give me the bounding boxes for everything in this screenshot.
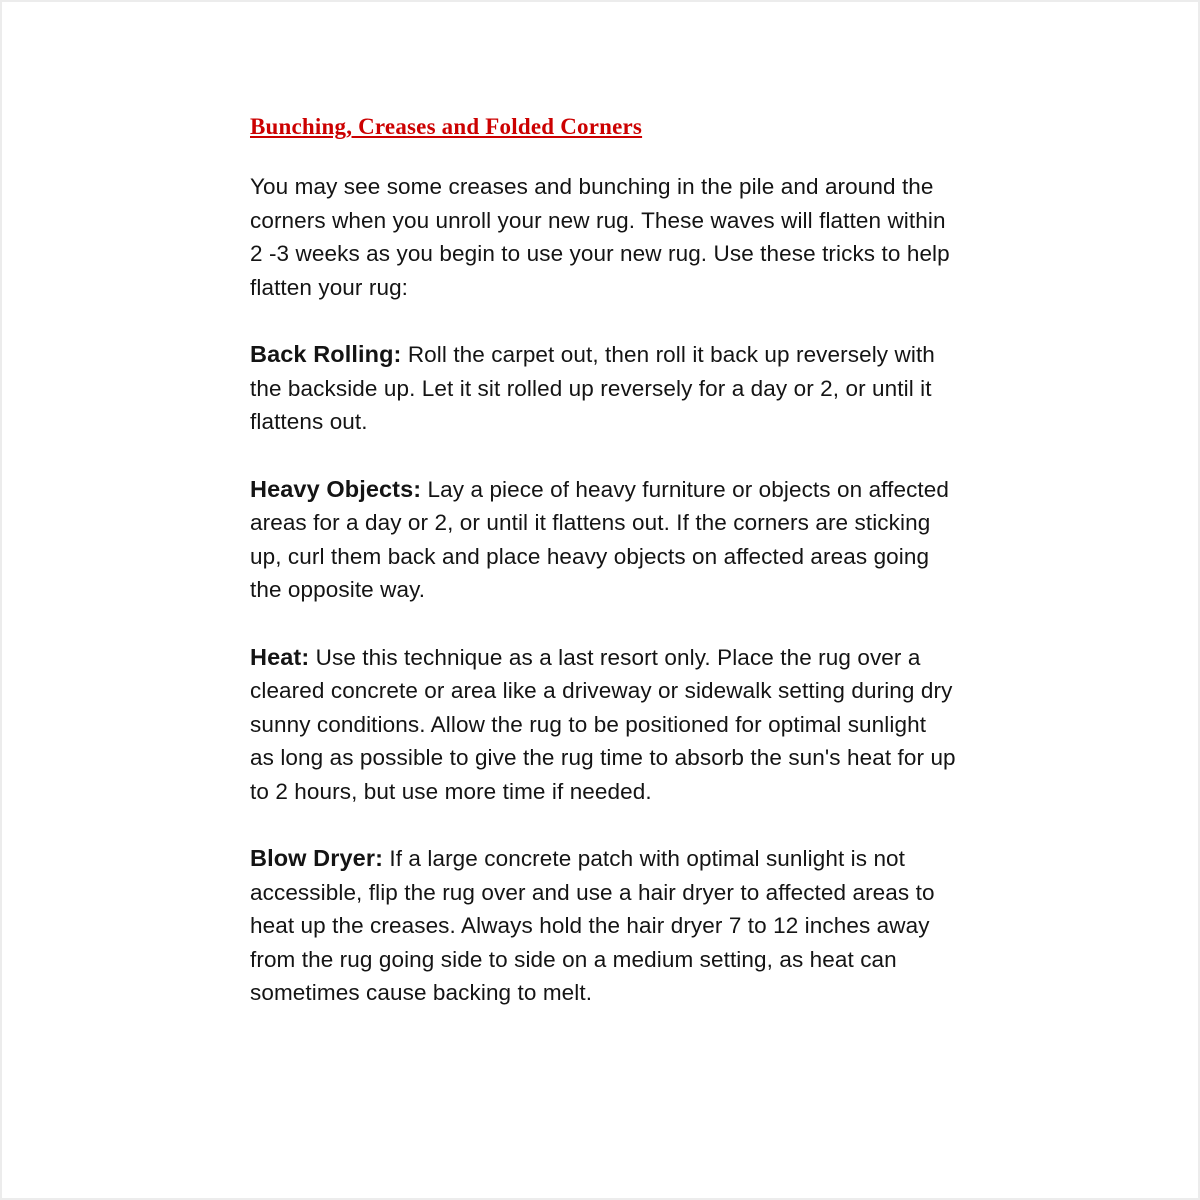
section-back-rolling-text: Roll the carpet out, then roll it back up reversely with the backside up. Let it sit rolled up reversely for a day or 2, or until it flattens out. <box>250 342 935 434</box>
section-heat-lead: Heat: <box>250 643 310 670</box>
section-heat-text: Use this technique as a last resort only. Place the rug over a cleared concrete or area like a driveway or sidewalk setting during dry sunny conditions. Allow the rug to be positioned for optimal sunlight as long as possible to give the rug time to absorb the sun's heat for up to 2 hours, but use more time if needed. <box>250 644 956 804</box>
document-page <box>2 2 1198 1198</box>
section-heat <box>250 641 956 809</box>
document-heading: Bunching, Creases and Folded Corners <box>250 114 643 139</box>
section-back-rolling <box>250 338 956 439</box>
section-heavy-objects <box>250 473 956 607</box>
section-blow-dryer <box>250 842 956 1010</box>
section-heavy-objects-lead: Heavy Objects: <box>250 475 422 502</box>
section-heavy-objects-text: Lay a piece of heavy furniture or objects on affected areas for a day or 2, or until it flattens out. If the corners are sticking up, curl them back and place heavy objects on affected areas going the opposite way. <box>250 476 950 602</box>
intro-paragraph: You may see some creases and bunching in the pile and around the corners when you unroll your new rug. These waves will flatten within 2 -3 weeks as you begin to use your new rug. Use these tricks to help flatten your rug: <box>250 174 950 300</box>
section-blow-dryer-lead: Blow Dryer: <box>250 845 383 871</box>
section-blow-dryer-text: If a large concrete patch with optimal sunlight is not accessible, flip the rug over and use a hair dryer to affected areas to heat up the creases. Always hold the hair dryer 7 to 12 inches away from the rug going side to side on a medium setting, as heat can sometimes cause backing to melt. <box>250 846 935 1005</box>
section-back-rolling-lead: Back Rolling: <box>250 341 402 367</box>
